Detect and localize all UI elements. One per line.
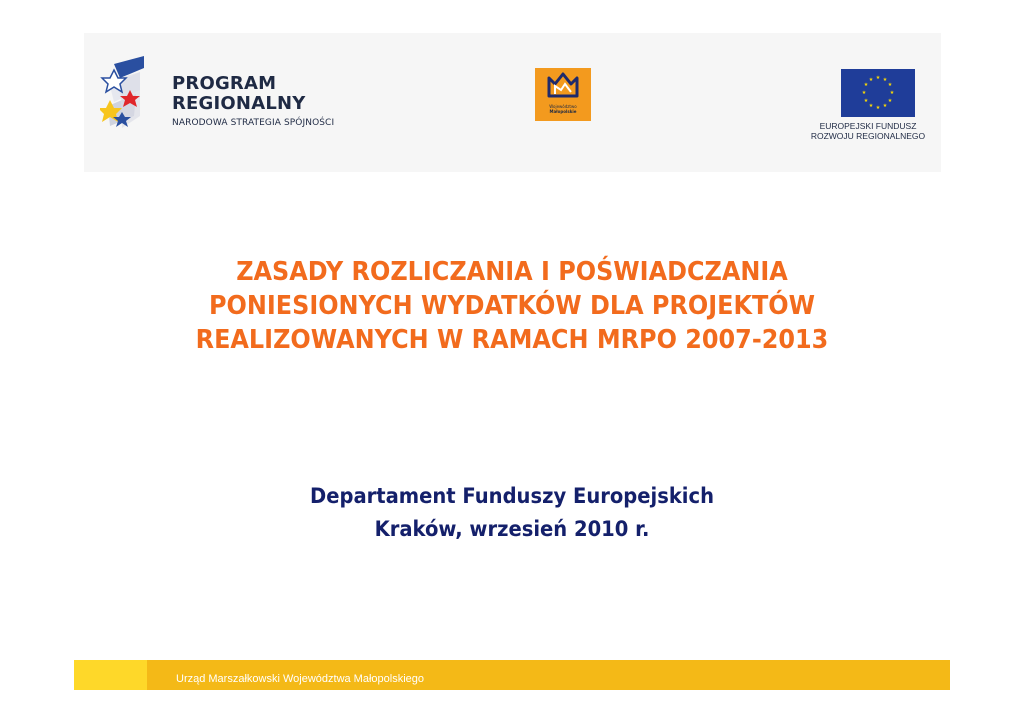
svg-text:★: ★ bbox=[863, 82, 869, 88]
program-regionalny-line2: REGIONALNY bbox=[172, 93, 306, 114]
svg-text:★: ★ bbox=[868, 103, 874, 109]
malopolska-caption bbox=[535, 104, 591, 114]
svg-text:★: ★ bbox=[882, 77, 888, 83]
svg-text:★: ★ bbox=[863, 98, 869, 104]
main-title-line2: PONIESIONYCH WYDATKÓW DLA PROJEKTÓW bbox=[208, 291, 816, 321]
program-regionalny-mark-icon bbox=[100, 56, 154, 136]
eu-flag-icon bbox=[841, 69, 915, 117]
footer-bar bbox=[74, 660, 950, 690]
footer-accent-block bbox=[74, 660, 147, 690]
svg-text:★: ★ bbox=[887, 82, 893, 88]
svg-text:★: ★ bbox=[868, 77, 874, 83]
svg-text:★: ★ bbox=[887, 98, 893, 104]
malopolska-line2: Małopolskie bbox=[549, 109, 577, 114]
eu-caption-line2: ROZWOJU REGIONALNEGO bbox=[810, 131, 926, 141]
svg-text:★: ★ bbox=[875, 75, 881, 81]
svg-text:★: ★ bbox=[875, 105, 881, 111]
program-regionalny-line1: PROGRAM bbox=[172, 73, 277, 94]
main-title-line1: ZASADY ROZLICZANIA I POŚWIADCZANIA bbox=[236, 257, 788, 287]
program-regionalny-text bbox=[172, 74, 334, 129]
subtitle-date: Kraków, wrzesień 2010 r. bbox=[374, 517, 650, 541]
eu-caption-line1: EUROPEJSKI FUNDUSZ bbox=[819, 121, 917, 131]
footer-text: Urząd Marszałkowski Województwa Małopolskiego bbox=[176, 673, 424, 685]
program-regionalny-logo bbox=[100, 56, 360, 136]
malopolska-crown-icon bbox=[535, 68, 591, 104]
svg-text:★: ★ bbox=[889, 90, 895, 96]
subtitle-department: Departament Funduszy Europejskich bbox=[310, 484, 714, 508]
svg-text:★: ★ bbox=[882, 103, 888, 109]
footer-main-block bbox=[147, 660, 950, 690]
svg-text:★: ★ bbox=[861, 90, 867, 96]
program-regionalny-line3: NARODOWA STRATEGIA SPÓJNOŚCI bbox=[172, 118, 335, 128]
eu-caption bbox=[796, 121, 940, 141]
main-title-line3: REALIZOWANYCH W RAMACH MRPO 2007-2013 bbox=[195, 325, 829, 355]
main-title bbox=[41, 255, 983, 357]
malopolska-line1: Województwo bbox=[549, 104, 577, 109]
subtitle bbox=[36, 480, 988, 546]
malopolska-logo bbox=[535, 68, 591, 121]
